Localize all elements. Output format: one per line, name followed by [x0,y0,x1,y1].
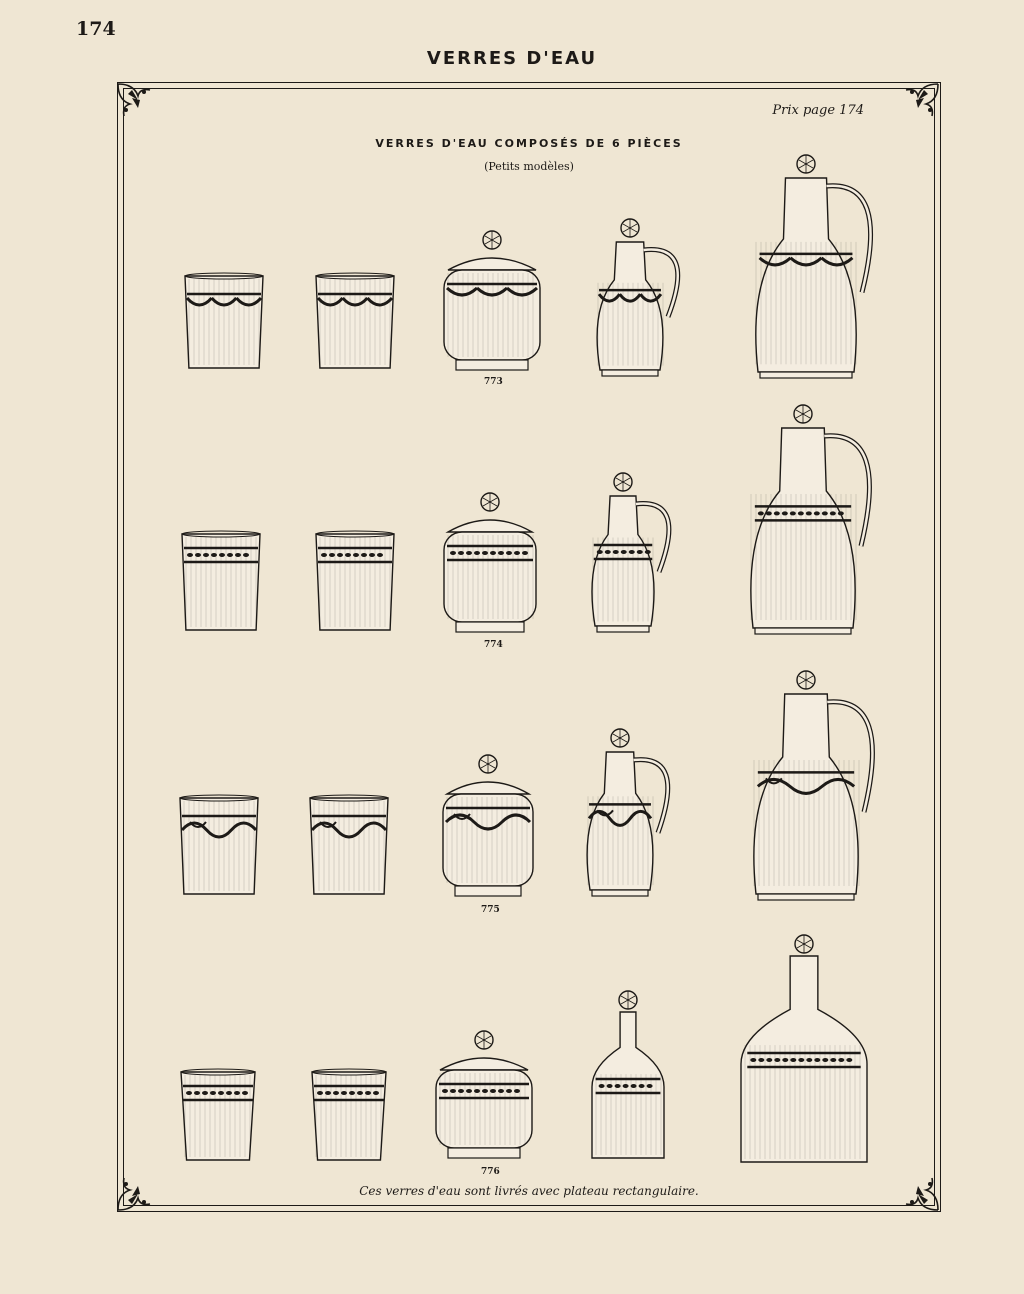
plate-subtitle: VERRES D'EAU COMPOSÉS DE 6 PIÈCES [375,137,683,150]
model-number: 773 [484,377,503,387]
model-number: 774 [484,640,503,650]
plate-frame-inner [123,88,935,1206]
footer-note: Ces verres d'eau sont livrés avec plateau rectangulaire. [359,1184,699,1198]
page-number: 174 [76,18,116,40]
page-title: VERRES D'EAU [426,48,598,69]
corner-ornament-icon [114,80,174,140]
price-reference: Prix page 174 [772,103,864,118]
model-number: 775 [481,905,500,915]
corner-ornament-icon [882,80,942,140]
model-number: 776 [481,1167,500,1177]
plate-subsubtitle: (Petits modèles) [484,160,574,173]
